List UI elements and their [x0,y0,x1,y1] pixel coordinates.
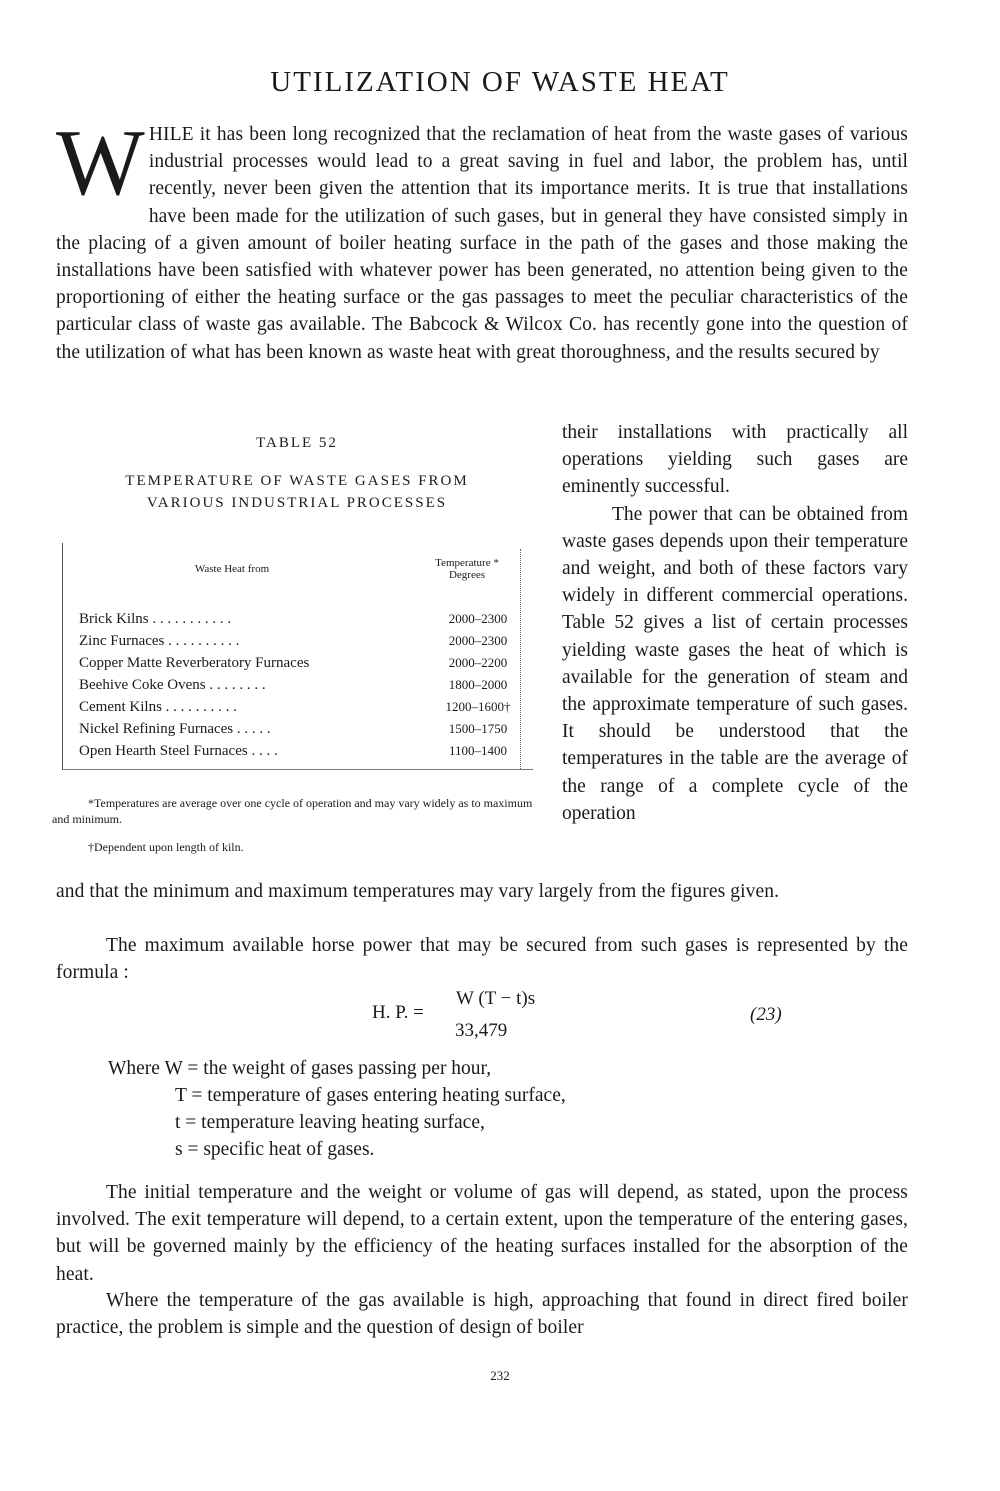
table-header-temperature [407,557,527,581]
row-name: Cement Kilns . . . . . . . . . . [79,699,237,715]
row-name: Beehive Coke Ovens . . . . . . . . [79,677,266,693]
table-row [79,633,529,655]
row-value: 1200–1600† [445,699,511,714]
table-row [79,699,529,721]
row-value: 1800–2000 [448,677,508,692]
horsepower-formula [372,988,792,1048]
row-value: 2000–2200 [448,655,508,670]
formula-intro-paragraph: The maximum available horse power that may be secured from such gases is represented by the formula : [56,935,908,984]
row-value: 2000–2300 [448,611,508,626]
table-row [79,721,529,743]
definition-s: s = specific heat of gases. [175,1139,375,1160]
table-row [79,743,529,765]
right-column [562,419,908,827]
row-value: 1100–1400 [448,743,508,758]
table-footnote-dagger: †Dependent upon length of kiln. [88,840,244,854]
right-column-paragraph: The power that can be obtained from waste gases depends upon their temperature and weight, and both of these factors vary widely in different commercial operations. Table 52 gives a list of certain processes yielding waste gases the heat of which is available for the generation of steam and the approximate temperature of such gases. It should be understood that the temperatures in the table are the average of the range of a complete cycle of the operation [562,503,908,824]
formula-denominator: 33,479 [455,1020,508,1041]
table-header-source: Waste Heat from [194,563,270,575]
formula-lhs: H. P. = [372,1002,424,1023]
row-value: 1500–1750 [448,721,508,736]
header-line: Degrees [448,569,486,581]
table-row [79,655,529,677]
table-caption-line: TEMPERATURE OF WASTE GASES FROM [125,473,469,489]
table-caption [52,470,542,514]
table-row [79,611,529,633]
equation-number: (23) [750,1004,782,1025]
row-name: Copper Matte Reverberatory Furnaces [79,655,310,671]
page-number: 232 [490,1368,510,1383]
table-footnote-asterisk: *Temperatures are average over one cycle of operation and may vary widely as to maximum and minimum. [52,796,533,826]
definition-w: Where W = the weight of gases passing per hour, [108,1058,492,1079]
row-name: Brick Kilns . . . . . . . . . . . [79,611,232,627]
page-title: UTILIZATION OF WASTE HEAT [270,66,730,98]
table-row [79,677,529,699]
intro-text: HILE it has been long recognized that the reclamation of heat from the waste gases of various industrial processes would lead to a great saving in fuel and labor, the problem has, until recently, never been given the attention that its importance merits. It is true that installations have been made for the utilization of such gases, but in general they have consisted simply in the placing of a given amount of boiler heating surface in the path of the gases and those making the installations have been satisfied with whatever power has been generated, no attention being given to the proportioning of either the heating surface or the gas passages to meet the peculiar characteristics of the particular class of waste gas available. The Babcock & Wilcox Co. has recently gone into the question of the utilization of what has been known as waste heat with great thoroughness, and the results secured by [56,124,908,363]
definition-t: t = temperature leaving heating surface, [175,1112,485,1133]
header-line: Temperature * [435,557,499,569]
drop-cap: W [56,111,145,215]
row-name: Nickel Refining Furnaces . . . . . [79,721,271,737]
row-name: Open Hearth Steel Furnaces . . . . [79,743,278,759]
table-52 [52,433,542,854]
row-value: 2000–2300 [448,633,508,648]
right-column-paragraph: their installations with practically all operations yielding such gases are eminently successful. [562,422,908,498]
formula-numerator: W (T − t)s [456,988,536,1009]
definition-T: T = temperature of gases entering heating surface, [175,1085,566,1106]
table-caption-line: VARIOUS INDUSTRIAL PROCESSES [146,495,448,511]
initial-temperature-paragraph: The initial temperature and the weight or volume of gas will depend, as stated, upon the process involved. The exit temperature will depend, to a certain extent, upon the temperature of the entering gases, but will be governed mainly by the efficiency of the heating surfaces installed for the absorption of the heat. [56,1182,908,1285]
intro-paragraph [56,111,908,366]
table-label: TABLE 52 [256,435,338,451]
row-name: Zinc Furnaces . . . . . . . . . . [79,633,240,649]
continuation-paragraph: and that the minimum and maximum temperatures may vary largely from the figures given. [56,881,780,902]
high-temperature-paragraph: Where the temperature of the gas available is high, approaching that found in direct fired boiler practice, the problem is simple and the question of design of boiler [56,1290,908,1339]
